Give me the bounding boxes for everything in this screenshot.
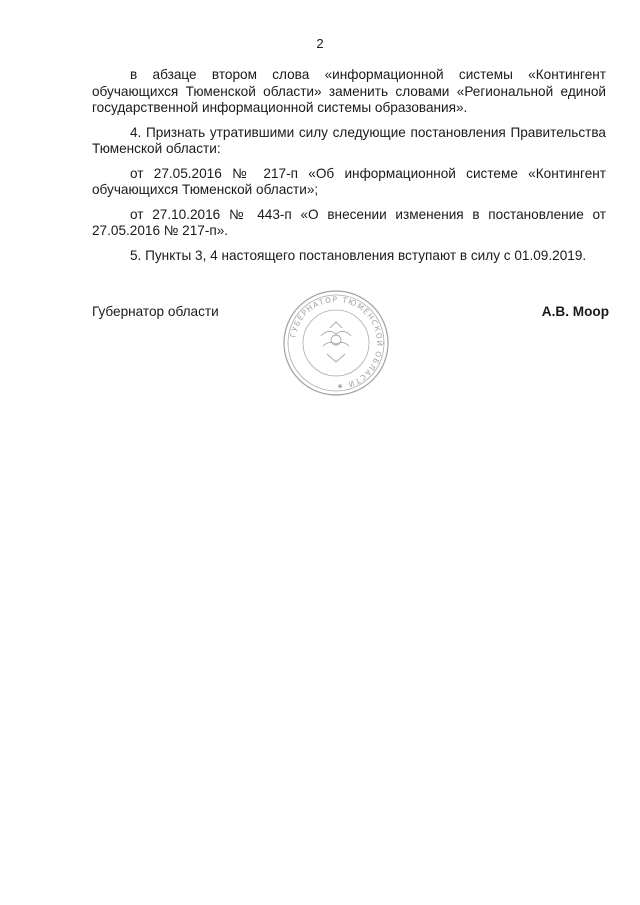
document-body <box>92 67 606 264</box>
paragraph-item-4: 4. Признать утратившими силу следующие постановления Правительства Тюменской области: <box>92 124 606 156</box>
paragraph-replacement-clause: в абзаце втором слова «информационной системы «Контингент обучающихся Тюменской области» заменить словами «Региональной единой государственной информационной системы образования». <box>92 67 606 115</box>
svg-text:ГУБЕРНАТОР ТЮМЕНСКОЙ ОБЛАСТИ ★: ГУБЕРНАТОР ТЮМЕНСКОЙ ОБЛАСТИ ★ <box>288 294 385 392</box>
paragraph-repealed-act-2: от 27.10.2016 № 443-п «О внесении изменения в постановление от 27.05.2016 № 217-п». <box>92 206 606 238</box>
signatory-position: Губернатор области <box>92 304 219 319</box>
signatory-name: А.В. Моор <box>541 304 609 319</box>
seal-emblem <box>321 322 351 362</box>
paragraph-repealed-act-1: от 27.05.2016 № 217-п «Об информационной системе «Контингент обучающихся Тюменской области»; <box>92 165 606 197</box>
page-number: 2 <box>316 36 324 51</box>
official-seal-stamp <box>281 288 391 398</box>
paragraph-item-5: 5. Пункты 3, 4 настоящего постановления вступают в силу с 01.09.2019. <box>130 247 587 263</box>
